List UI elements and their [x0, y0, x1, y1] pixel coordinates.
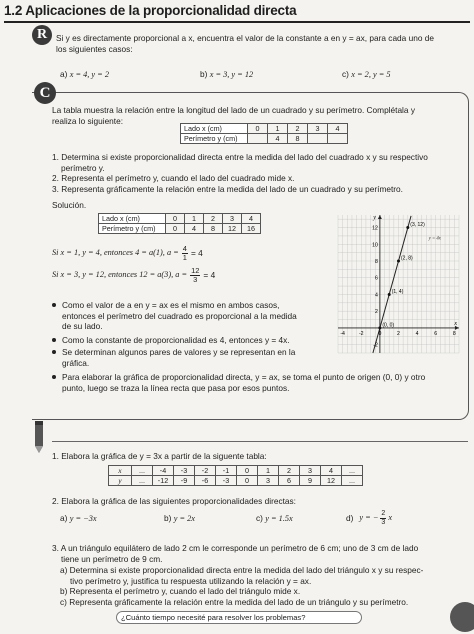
table-cell: 1: [268, 124, 288, 134]
q3-part: tivo perímetro y, justifica tu respuesta utilizando la relación y = ax.: [70, 575, 312, 586]
c-exercise-table: [180, 123, 348, 144]
title-rule: [4, 21, 470, 23]
q2-den: 3: [381, 518, 386, 526]
case-c-letter: c): [342, 69, 349, 79]
page-corner-tab: [450, 602, 474, 632]
bullet-4: [62, 372, 462, 393]
table-cell: 4: [321, 466, 342, 476]
table-cell: ...: [132, 466, 153, 476]
x-tick-label: 4: [415, 330, 419, 337]
y-tick-label: -2: [373, 342, 378, 349]
y-tick-label: 10: [372, 242, 378, 249]
table-row: [109, 466, 363, 476]
x-tick-label: 0: [378, 330, 382, 337]
table-cell: 16: [242, 224, 261, 234]
case-a-letter: a): [60, 69, 68, 79]
table-cell: 4: [328, 124, 348, 134]
table-cell: 6: [279, 476, 300, 486]
case-c: [342, 69, 391, 81]
solution-label: Solución.: [52, 200, 87, 210]
table-cell: 4: [242, 214, 261, 224]
q2-item-b: [164, 513, 195, 525]
table-cell: x: [109, 466, 132, 476]
bullet-line: Como el valor de a en y = ax es el mismo en ambos casos,: [62, 300, 280, 310]
table-cell: 9: [300, 476, 321, 486]
bullet-1: [62, 300, 332, 332]
bullet-line: gráfica.: [62, 357, 90, 368]
y-tick-label: 8: [374, 259, 378, 265]
table-row: [181, 134, 348, 144]
task-line: 2. Representa el perímetro y, cuando el lado del cuadrado mide x.: [52, 173, 295, 184]
hint-pill: ¿Cuánto tiempo necesité para resolver los problemas?: [116, 611, 362, 624]
equation-2: [52, 267, 215, 284]
eq2-den: 3: [193, 275, 198, 284]
eq1-result: = 4: [190, 248, 203, 259]
q2-expr: y = −3x: [69, 514, 97, 523]
q2-letter: d): [346, 512, 354, 523]
task-line: 1. Determina si existe proporcionalidad directa entre la medida del lado del cuadrado x y su respectivo: [52, 152, 428, 162]
table-cell: 0: [166, 214, 185, 224]
table-cell: ...: [342, 476, 363, 486]
bullet-dot-icon: [52, 375, 56, 379]
solution-table: [98, 213, 261, 234]
q2-items: [60, 510, 460, 530]
table-cell: -3: [174, 466, 195, 476]
table-cell: ...: [342, 466, 363, 476]
series-label: y = 4x: [428, 236, 441, 242]
bullet-dot-icon: [52, 338, 56, 342]
q3-intro: [52, 543, 468, 564]
x-tick-label: 6: [434, 330, 438, 337]
table-cell: Perímetro y (cm): [181, 134, 248, 144]
line-chart: [330, 205, 465, 365]
point-label: (1, 4): [391, 288, 404, 295]
q3-line: 3. A un triángulo equilátero de lado 2 cm le corresponde un perímetro de 6 cm; uno de 3 cm de lado: [52, 543, 419, 553]
bullet-line: Se determinan algunos pares de valores y se representan en la: [62, 347, 296, 357]
point-label: (0, 0): [382, 322, 395, 329]
q2-expr-end: x: [388, 512, 393, 522]
table-cell: 3: [258, 476, 279, 486]
point-label: (2, 8): [401, 255, 413, 262]
task-line: 3. Representa gráficamente la relación entre la medida del lado de un cuadrado y su perímetro.: [52, 183, 403, 194]
table-cell: 0: [237, 466, 258, 476]
table-cell: 3: [223, 214, 242, 224]
equation-1: [52, 245, 203, 262]
data-point: [378, 326, 381, 329]
table-cell: 8: [288, 134, 308, 144]
chart-labels: [340, 215, 457, 349]
case-a-expr: x = 4, y = 2: [69, 70, 110, 79]
table-cell: -12: [153, 476, 174, 486]
case-b-letter: b): [200, 69, 208, 79]
y-tick-label: 12: [372, 225, 378, 232]
eq1-fraction: [182, 245, 188, 262]
q2-text: 2. Elabora la gráfica de las siguientes proporcionalidades directas:: [52, 496, 296, 506]
q3-part: c) Representa gráficamente la relación entre la medida del lado de un triángulo y su perímetro.: [60, 596, 409, 607]
table-cell: 4: [268, 134, 288, 144]
table-cell: 12: [223, 224, 242, 234]
r-intro-line1: Si y es directamente proporcional a x, encuentra el valor de la constante a en y = ax, para cada uno de: [56, 33, 434, 43]
bullet-line: de su lado.: [62, 321, 103, 332]
q2-item-c: [256, 513, 293, 525]
bullet-line: Para elaborar la gráfica de proporcionalidad directa, y = ax, se toma el punto de origen (0, 0) y otro: [62, 372, 426, 382]
q2-letter: b): [164, 513, 172, 523]
pencil-icon: [32, 420, 46, 454]
q2-item-a: [60, 513, 97, 525]
q2-letter: a): [60, 513, 68, 523]
case-c-expr: x = 2, y = 5: [351, 70, 391, 79]
q2-item-d: [346, 510, 392, 526]
page-title: 1.2 Aplicaciones de la proporcionalidad directa: [4, 3, 297, 18]
eq1-num: 4: [182, 244, 187, 253]
c-intro-line1: La tabla muestra la relación entre la longitud del lado de un cuadrado y su perímetro. Complétala y: [52, 105, 415, 115]
data-point: [388, 293, 391, 296]
q3-part: b) Representa el perímetro y, cuando el lado del triángulo mide x.: [60, 586, 301, 597]
table-cell: 0: [166, 224, 185, 234]
r-intro: [56, 33, 468, 54]
c-badge-icon: C: [34, 82, 56, 104]
table-cell: 3: [308, 124, 328, 134]
q1-table: [108, 465, 363, 486]
case-b: [200, 69, 253, 81]
eq2-fraction: [190, 267, 200, 284]
table-cell: [328, 134, 348, 144]
table-cell: Lado x (cm): [99, 214, 166, 224]
bullet-line: entonces el perímetro del cuadrado es proporcional a la medida: [62, 310, 297, 321]
table-row: [99, 224, 261, 234]
table-cell: 12: [321, 476, 342, 486]
table-cell: -3: [216, 476, 237, 486]
table-cell: y: [109, 476, 132, 486]
x-axis-label: x: [454, 320, 457, 327]
eq2-text: Si x = 3, y = 12, entonces 12 = a(3), a =: [52, 270, 188, 280]
y-tick-label: 6: [374, 275, 378, 282]
table-cell: 2: [288, 124, 308, 134]
x-tick-label: -2: [358, 330, 364, 337]
table-row: [99, 214, 261, 224]
table-row: [181, 124, 348, 134]
bullet-line: Como la constante de proporcionalidad es 4, entonces y = 4x.: [62, 335, 290, 345]
q2-expr: y = 1.5x: [265, 514, 293, 523]
eq1-text: Si x = 1, y = 4, entonces 4 = a(1), a =: [52, 248, 179, 258]
table-row: [109, 476, 363, 486]
case-a: [60, 69, 109, 81]
point-label: (3, 12): [410, 222, 425, 229]
q2-num: 2: [381, 510, 386, 517]
y-axis-arrow-icon: [378, 215, 382, 219]
table-cell: -4: [153, 466, 174, 476]
c-intro-line2: realiza lo siguiente:: [52, 115, 124, 126]
table-cell: [248, 134, 268, 144]
table-cell: [308, 134, 328, 144]
y-tick-label: 4: [374, 292, 378, 299]
q2-expr: y = −: [359, 512, 379, 522]
table-cell: 1: [258, 466, 279, 476]
eq1-den: 1: [182, 253, 187, 262]
x-tick-label: 8: [452, 330, 456, 337]
table-cell: -1: [216, 466, 237, 476]
bullet-dot-icon: [52, 303, 56, 307]
data-point: [397, 260, 400, 263]
table-cell: -2: [195, 466, 216, 476]
table-cell: 0: [237, 476, 258, 486]
q3-part: a) Determina si existe proporcionalidad directa entre la medida del lado del triángulo x y su respec-: [60, 565, 424, 575]
case-b-expr: x = 3, y = 12: [209, 70, 254, 79]
table-cell: ...: [132, 476, 153, 486]
x-tick-label: -4: [340, 330, 345, 337]
table-cell: 0: [248, 124, 268, 134]
bullet-dot-icon: [52, 350, 56, 354]
q1-text: 1. Elabora la gráfica de y = 3x a partir de la siguente tabla:: [52, 451, 267, 461]
r-cases: [60, 69, 460, 81]
table-cell: Lado x (cm): [181, 124, 248, 134]
table-cell: 2: [204, 214, 223, 224]
q2-expr: y = 2x: [173, 514, 195, 523]
r-badge-icon: R: [32, 25, 52, 45]
table-cell: 3: [300, 466, 321, 476]
bullet-2: [62, 335, 332, 346]
x-tick-label: 2: [397, 330, 400, 337]
q2-letter: c): [256, 513, 263, 523]
y-tick-label: 2: [374, 309, 378, 316]
bullet-3: [62, 347, 332, 368]
y-axis-label: y: [373, 215, 376, 221]
bullet-line: punto, luego se traza la línea recta que pasa por esos puntos.: [62, 382, 290, 393]
table-cell: 1: [185, 214, 204, 224]
task-line: perímetro y.: [61, 162, 105, 173]
table-cell: Perímetro y (cm): [99, 224, 166, 234]
table-cell: -9: [174, 476, 195, 486]
table-cell: 2: [279, 466, 300, 476]
q3-line: tiene un perímetro de 9 cm.: [61, 553, 163, 564]
q2-fraction: [380, 510, 386, 526]
c-tasks: [52, 152, 466, 194]
eq2-num: 12: [191, 266, 200, 275]
practice-divider: [52, 441, 468, 442]
r-intro-line2: los siguientes casos:: [56, 43, 133, 54]
data-point: [406, 226, 409, 229]
q3-parts: [60, 565, 468, 607]
table-cell: 8: [204, 224, 223, 234]
table-cell: -6: [195, 476, 216, 486]
eq2-result: = 4: [203, 270, 216, 281]
table-cell: 4: [185, 224, 204, 234]
